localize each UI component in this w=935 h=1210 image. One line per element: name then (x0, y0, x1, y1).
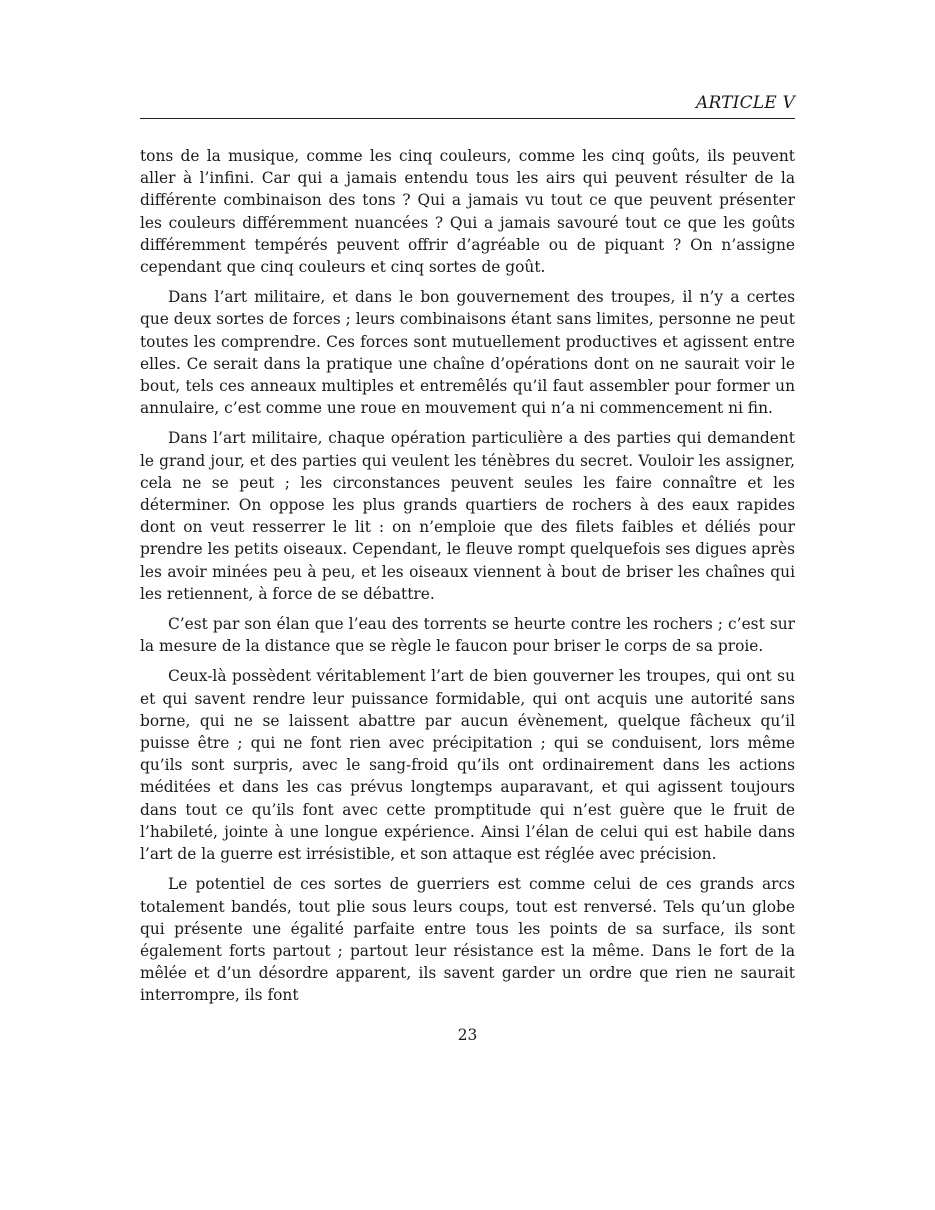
paragraph: C’est par son élan que l’eau des torrents se heurte contre les rochers ; c’est sur la mesure de la distance que se règle le faucon pour briser le corps de sa proie. (140, 615, 795, 656)
running-header: ARTICLE V (140, 92, 795, 119)
body-text (140, 145, 795, 1007)
paragraph: Ceux-là possèdent véritablement l’art de bien gouverner les troupes, qui ont su et qui savent rendre leur puissance formidable, qui ont acquis une autorité sans borne, qui ne se laissent abattre par aucun évènement, quelque fâcheux qu’il puisse être ; qui ne font rien avec précipitation ; qui se conduisent, lors même qu’ils sont surpris, avec le sang-froid qu’ils ont ordinairement dans les actions méditées et dans les cas prévus longtemps auparavant, et qui agissent toujours dans tout ce qu’ils font avec cette promptitude qui n’est guère que le fruit de l’habileté, jointe à une longue expérience. Ainsi l’élan de celui qui est habile dans l’art de la guerre est irrésistible, et son attaque est réglée avec précision. (140, 667, 795, 864)
paragraph: Dans l’art militaire, et dans le bon gouvernement des troupes, il n’y a certes que deux sortes de forces ; leurs combinaisons étant sans limites, personne ne peut toutes les comprendre. Ces forces sont mutuellement productives et agissent entre elles. Ce serait dans la pratique une chaîne d’opérations dont on ne saurait voir le bout, tels ces anneaux multiples et entremêlés qu’il faut assembler pour former un annulaire, c’est comme une roue en mouvement qui n’a ni commencement ni fin. (140, 288, 795, 418)
paragraph: Le potentiel de ces sortes de guerriers est comme celui de ces grands arcs totalement bandés, tout plie sous leurs coups, tout est renversé. Tels qu’un globe qui présente une égalité parfaite entre tous les points de sa surface, ils sont également forts partout ; partout leur résistance est la même. Dans le fort de la mêlée et d’un désordre apparent, ils savent garder un ordre que rien ne saurait interrompre, ils font (140, 875, 795, 1005)
paragraph-continued: tons de la musique, comme les cinq couleurs, comme les cinq goûts, ils peuvent aller à l’infini. Car qui a jamais entendu tous les airs qui peuvent résulter de la différente combinaison des tons ? Qui a jamais vu tout ce que peuvent présenter les couleurs différemment nuancées ? Qui a jamais savouré tout ce que les goûts différemment tempérés peuvent offrir d’agréable ou de piquant ? On n’assigne cependant que cinq couleurs et cinq sortes de goût. (140, 147, 795, 277)
page-body (140, 92, 795, 1015)
page-number: 23 (457, 1026, 478, 1044)
paragraph: Dans l’art militaire, chaque opération particulière a des parties qui demandent le grand jour, et des parties qui veulent les ténèbres du secret. Vouloir les assigner, cela ne se peut ; les circonstances peuvent seules les faire connaître et les déterminer. On oppose les plus grands quartiers de rochers à des eaux rapides dont on veut resserrer le lit : on n’emploie que des filets faibles et déliés pour prendre les petits oiseaux. Cependant, le fleuve rompt quelquefois ses digues après les avoir minées peu à peu, et les oiseaux viennent à bout de briser les chaînes qui les retiennent, à force de se débattre. (140, 429, 795, 603)
